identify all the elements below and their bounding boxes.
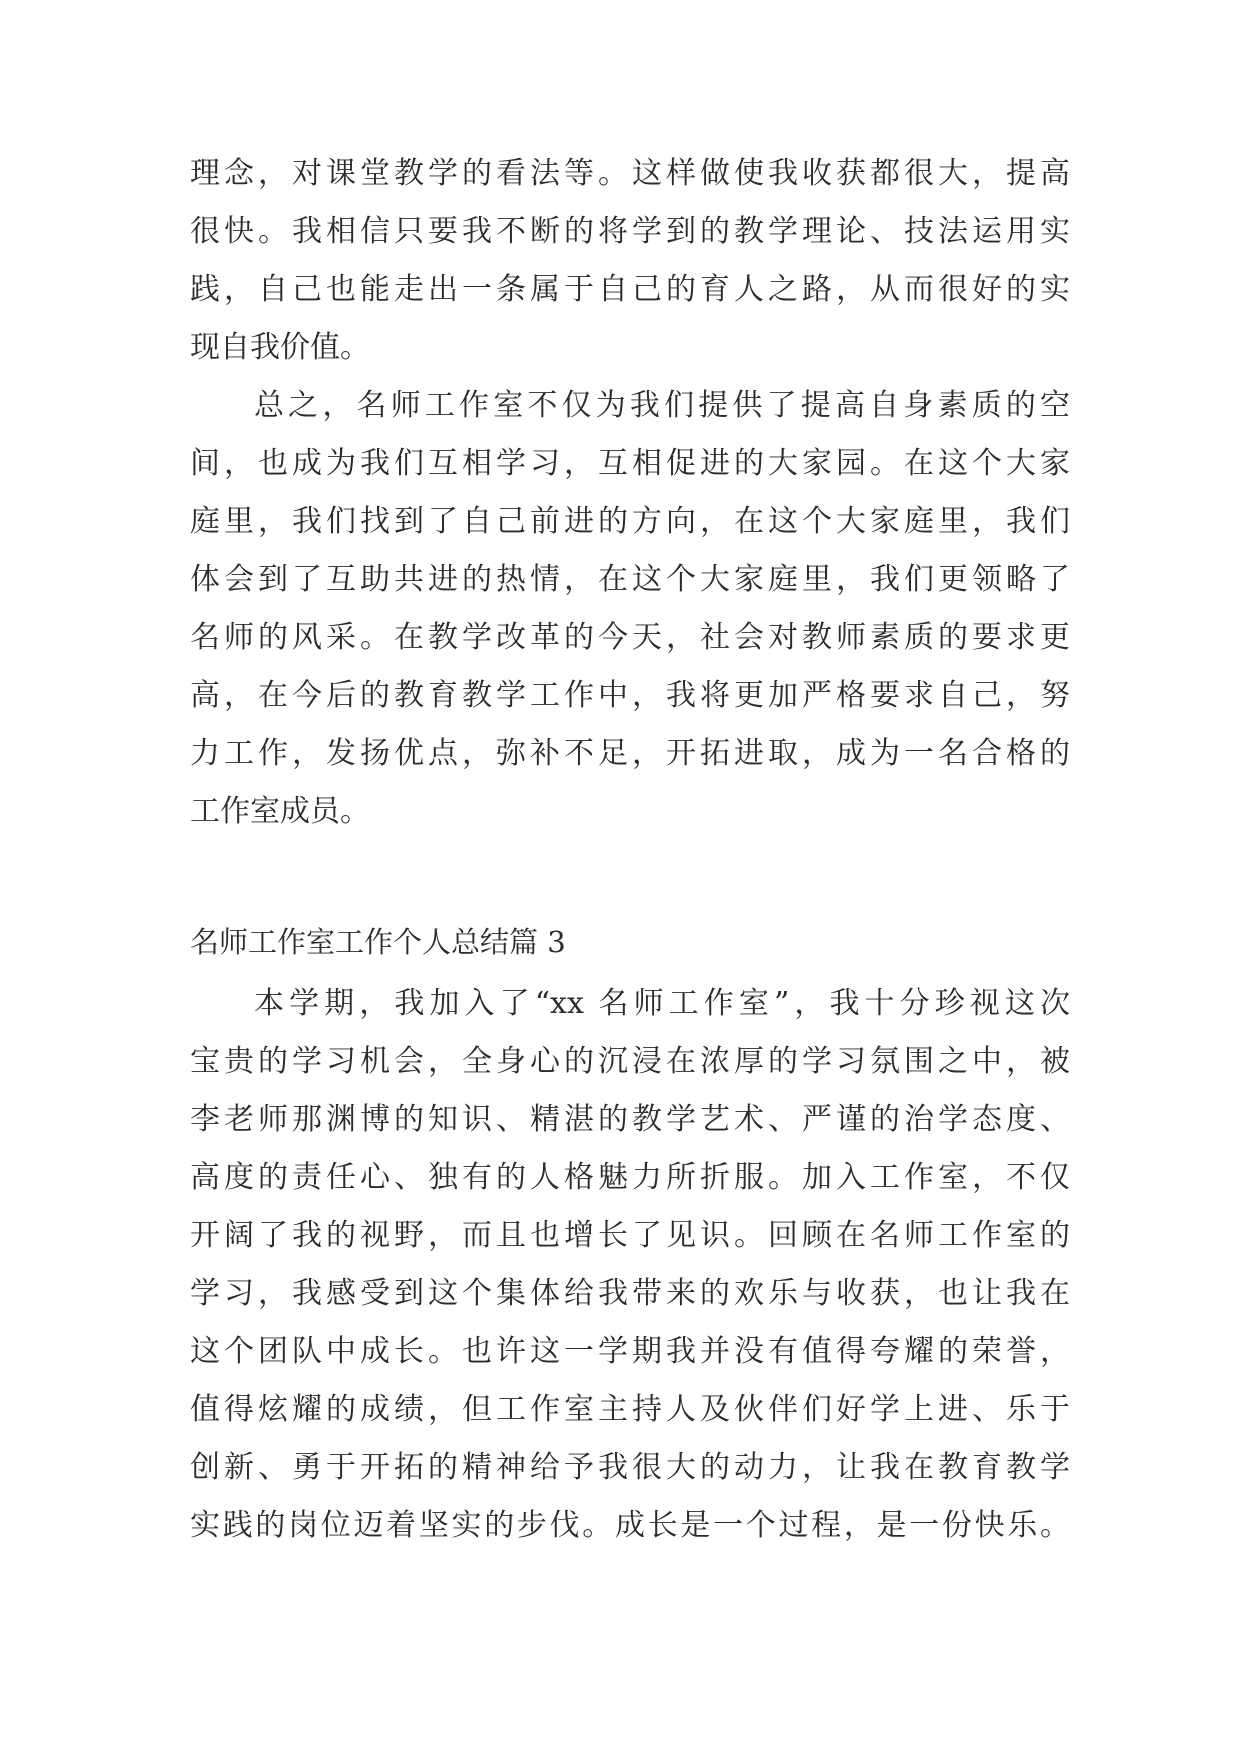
paragraph-line: 工作室成员。: [190, 794, 370, 829]
paragraph-line: 这个团队中成长。也许这一学期我并没有值得夸耀的荣誉，: [190, 1334, 1070, 1369]
paragraph-line: 庭里，我们找到了自己前进的方向，在这个大家庭里，我们: [190, 504, 1070, 539]
paragraph-line: 开阔了我的视野，而且也增长了见识。回顾在名师工作室的: [190, 1218, 1070, 1253]
paragraph-line: 总之，名师工作室不仅为我们提供了提高自身素质的空: [254, 388, 1070, 423]
paragraph-line: 高度的责任心、独有的人格魅力所折服。加入工作室，不仅: [190, 1160, 1070, 1195]
paragraph-line: 高，在今后的教育教学工作中，我将更加严格要求自己，努: [190, 678, 1070, 713]
paragraph-line: 实践的岗位迈着坚实的步伐。成长是一个过程，是一份快乐。: [190, 1508, 1070, 1543]
paragraph-line: 现自我价值。: [190, 330, 370, 365]
paragraph-line: 间，也成为我们互相学习，互相促进的大家园。在这个大家: [190, 446, 1070, 481]
paragraph-line: 学习，我感受到这个集体给我带来的欢乐与收获，也让我在: [190, 1276, 1070, 1311]
paragraph-line: 李老师那渊博的知识、精湛的教学艺术、严谨的治学态度、: [190, 1102, 1070, 1137]
paragraph-line: 理念，对课堂教学的看法等。这样做使我收获都很大，提高: [190, 156, 1070, 191]
paragraph-line: 力工作，发扬优点，弥补不足，开拓进取，成为一名合格的: [190, 736, 1070, 771]
paragraph-line: 践，自己也能走出一条属于自己的育人之路，从而很好的实: [190, 272, 1070, 307]
paragraph-line: 宝贵的学习机会，全身心的沉浸在浓厚的学习氛围之中，被: [190, 1044, 1070, 1079]
paragraph-line: 很快。我相信只要我不断的将学到的教学理论、技法运用实: [190, 214, 1070, 249]
section-heading: 名师工作室工作个人总结篇 3: [190, 925, 566, 959]
paragraph-line: 体会到了互助共进的热情，在这个大家庭里，我们更领略了: [190, 562, 1070, 597]
paragraph-line: 名师的风采。在教学改革的今天，社会对教师素质的要求更: [190, 620, 1070, 655]
paragraph-line: 值得炫耀的成绩，但工作室主持人及伙伴们好学上进、乐于: [190, 1392, 1070, 1427]
paragraph-line: 创新、勇于开拓的精神给予我很大的动力，让我在教育教学: [190, 1450, 1070, 1485]
paragraph-line: 本学期，我加入了“xx 名师工作室”，我十分珍视这次: [254, 986, 1070, 1021]
